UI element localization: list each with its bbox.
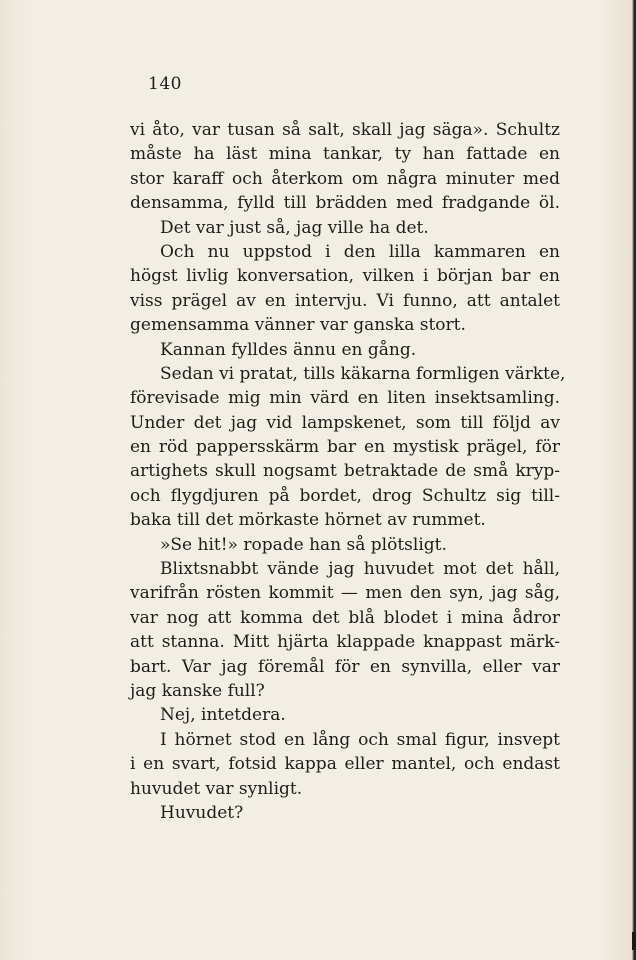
- page-number: 140: [148, 74, 182, 94]
- text-line: I hörnet stod en lång och smal figur, insvept: [160, 729, 560, 750]
- page-edge-mark: [632, 932, 636, 950]
- text-line: en röd pappersskärm bar en mystisk prägel, för: [130, 437, 560, 458]
- text-line: artighets skull nogsamt betraktade de små kryp-: [130, 461, 560, 482]
- text-line: stor karaff och återkom om några minuter med: [130, 168, 560, 189]
- text-line: varifrån rösten kommit — men den syn, jag såg,: [130, 583, 560, 604]
- text-line: jag kanske full?: [130, 680, 265, 701]
- text-line: att stanna. Mitt hjärta klappade knappast märk-: [130, 632, 560, 653]
- text-line: i en svart, fotsid kappa eller mantel, och endast: [130, 754, 560, 775]
- text-line: förevisade mig min värd en liten insektsamling.: [130, 388, 560, 409]
- text-line: Det var just så, jag ville ha det.: [160, 217, 429, 238]
- text-line: var nog att komma det blå blodet i mina ådror: [130, 607, 560, 628]
- text-line: gemensamma vänner var ganska stort.: [130, 315, 466, 336]
- text-line: Under det jag vid lampskenet, som till följd av: [130, 412, 560, 433]
- text-line: Sedan vi pratat, tills käkarna formligen värkte,: [160, 363, 566, 384]
- text-line: Huvudet?: [160, 802, 244, 823]
- text-line: måste ha läst mina tankar, ty han fattade en: [130, 144, 560, 165]
- text-line: Och nu uppstod i den lilla kammaren en: [160, 241, 560, 262]
- text-line: viss prägel av en intervju. Vi funno, att antalet: [130, 290, 560, 311]
- text-line: bart. Var jag föremål för en synvilla, eller var: [130, 656, 560, 677]
- text-line: Kannan fylldes ännu en gång.: [160, 339, 417, 360]
- text-line: densamma, fylld till brädden med fradgande öl.: [130, 193, 560, 214]
- text-line: högst livlig konversation, vilken i början bar en: [130, 266, 560, 287]
- text-line: huvudet var synligt.: [130, 778, 303, 799]
- text-line: »Se hit!» ropade han så plötsligt.: [160, 534, 447, 555]
- text-line: Blixtsnabbt vände jag huvudet mot det håll,: [160, 559, 560, 580]
- body-text: [130, 118, 566, 825]
- text-line: baka till det mörkaste hörnet av rummet.: [130, 510, 486, 531]
- text-line: vi åto, var tusan så salt, skall jag säga». Schultz: [130, 120, 560, 140]
- text-line: Nej, intetdera.: [160, 705, 286, 726]
- text-line: och flygdjuren på bordet, drog Schultz sig till-: [130, 485, 560, 506]
